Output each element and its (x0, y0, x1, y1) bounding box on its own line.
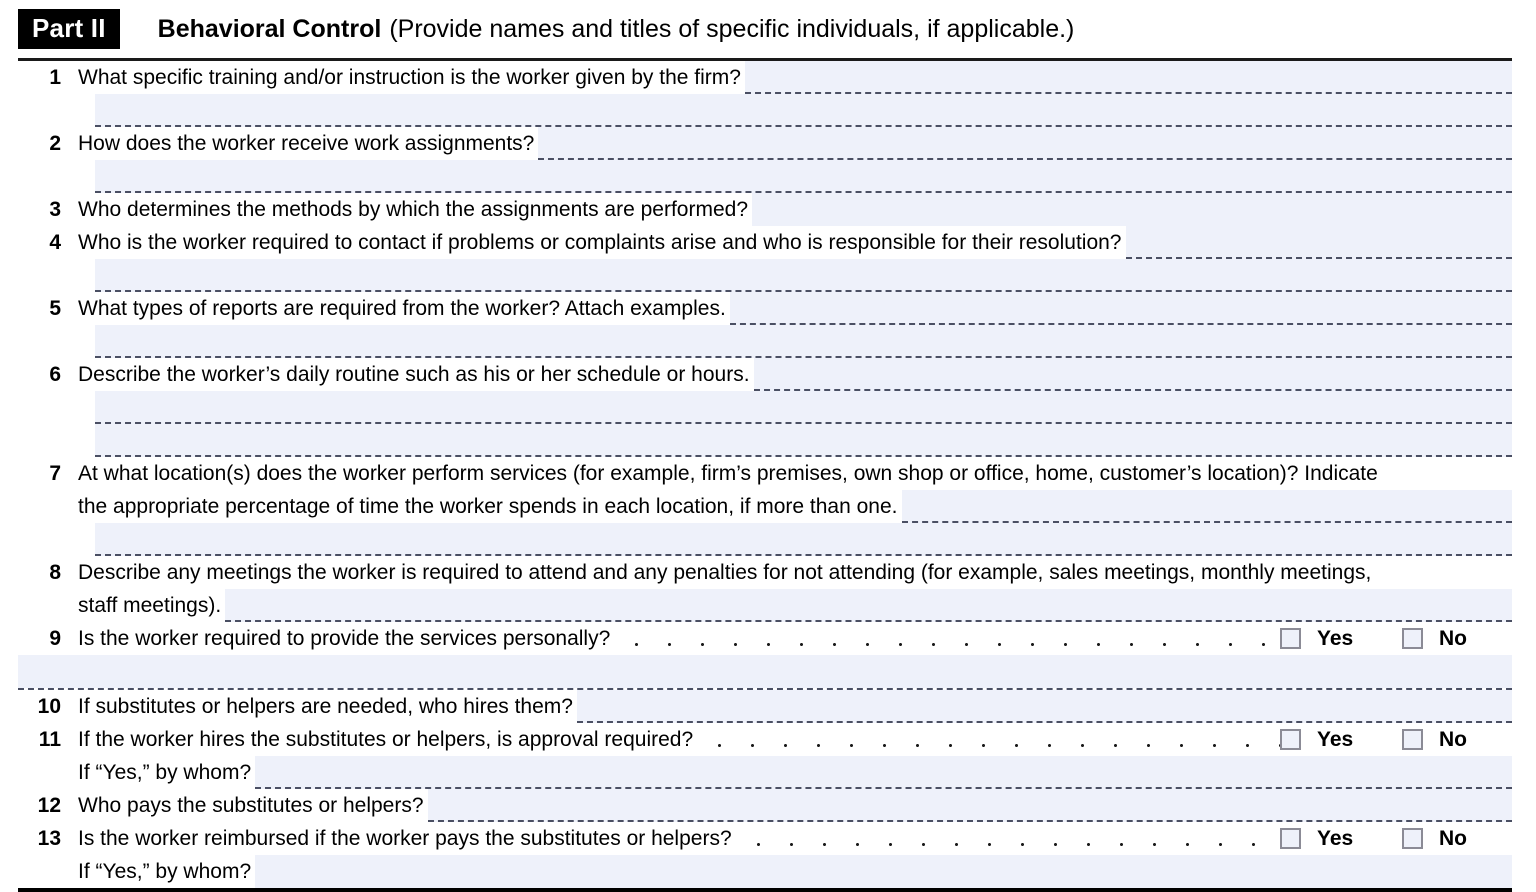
question-line (18, 556, 1512, 589)
answer-field[interactable] (428, 789, 1512, 822)
answer-field-continuation[interactable] (95, 325, 1512, 358)
part-header (0, 0, 1536, 58)
question-line (18, 358, 1512, 391)
answer-field[interactable] (902, 490, 1513, 523)
yes-label: Yes (1317, 728, 1354, 751)
question-text: Is the worker reimbursed if the worker pays the substitutes or helpers? (78, 822, 736, 855)
question-line (18, 193, 1512, 226)
question-number: 5 (49, 297, 61, 320)
answer-field-continuation[interactable] (95, 424, 1512, 457)
table-row (18, 358, 1512, 457)
no-choice[interactable] (1402, 822, 1512, 855)
question-subtext: If “Yes,” by whom? (78, 756, 255, 789)
question-number: 3 (49, 198, 61, 221)
yes-choice[interactable] (1280, 622, 1402, 655)
answer-field[interactable] (225, 589, 1512, 622)
answer-field-continuation[interactable] (95, 259, 1512, 292)
question-line (18, 490, 1512, 523)
yes-no-group (1280, 622, 1512, 655)
yes-no-group (1280, 822, 1512, 855)
table-row (18, 457, 1512, 556)
answer-field[interactable] (255, 855, 1512, 888)
question-line (18, 226, 1512, 259)
leader-dots (697, 723, 1280, 756)
question-number: 2 (49, 132, 61, 155)
answer-field[interactable] (730, 292, 1512, 325)
question-number: 10 (37, 695, 61, 718)
no-label: No (1439, 728, 1467, 751)
question-line (18, 690, 1512, 723)
no-choice[interactable] (1402, 622, 1512, 655)
no-checkbox[interactable] (1402, 628, 1423, 649)
question-text: Who is the worker required to contact if problems or complaints arise and who is responsible for their resolution? (78, 226, 1126, 259)
answer-field[interactable] (754, 358, 1512, 391)
table-row (18, 789, 1512, 822)
yes-checkbox[interactable] (1280, 828, 1301, 849)
question-number: 4 (49, 231, 61, 254)
answer-field[interactable] (752, 193, 1512, 226)
question-text: Who determines the methods by which the assignments are performed? (78, 193, 752, 226)
no-checkbox[interactable] (1402, 828, 1423, 849)
question-line (18, 127, 1512, 160)
yes-choice[interactable] (1280, 723, 1402, 756)
leader-dots (736, 822, 1280, 855)
part-heading (157, 14, 1075, 43)
part-number-badge: Part II (18, 9, 120, 49)
table-row (18, 226, 1512, 292)
page-title: Behavioral Control (157, 14, 382, 43)
question-text: Describe any meetings the worker is required to attend and any penalties for not attending (for example, sales meetings, monthly meetings, (78, 556, 1375, 589)
question-number: 9 (49, 627, 61, 650)
question-line (18, 789, 1512, 822)
question-number: 6 (49, 363, 61, 386)
answer-field-spacer[interactable] (18, 655, 1512, 688)
question-line (18, 723, 1512, 756)
question-text: Describe the worker’s daily routine such as his or her schedule or hours. (78, 358, 754, 391)
question-text: If the worker hires the substitutes or helpers, is approval required? (78, 723, 697, 756)
answer-field-continuation[interactable] (95, 160, 1512, 193)
no-choice[interactable] (1402, 723, 1512, 756)
question-text: If substitutes or helpers are needed, who hires them? (78, 690, 577, 723)
question-line (18, 822, 1512, 855)
yes-checkbox[interactable] (1280, 628, 1301, 649)
yes-label: Yes (1317, 827, 1354, 850)
table-row (18, 193, 1512, 226)
table-row (18, 556, 1512, 622)
question-line (18, 589, 1512, 622)
question-text: Is the worker required to provide the services personally? (78, 622, 614, 655)
question-text: What types of reports are required from the worker? Attach examples. (78, 292, 730, 325)
question-subline (18, 855, 1512, 888)
yes-no-group (1280, 723, 1512, 756)
answer-field-continuation[interactable] (95, 391, 1512, 424)
no-label: No (1439, 627, 1467, 650)
question-number: 8 (49, 561, 61, 584)
table-row (18, 822, 1512, 888)
question-subline (18, 756, 1512, 789)
answer-field-continuation[interactable] (95, 523, 1512, 556)
no-label: No (1439, 827, 1467, 850)
table-row (18, 723, 1512, 789)
yes-checkbox[interactable] (1280, 729, 1301, 750)
answer-field[interactable] (577, 690, 1512, 723)
question-line (18, 61, 1512, 94)
leader-dots (614, 622, 1280, 655)
no-checkbox[interactable] (1402, 729, 1423, 750)
question-line (18, 457, 1512, 490)
table-row (18, 127, 1512, 193)
answer-field[interactable] (538, 127, 1512, 160)
questions-table (18, 58, 1512, 892)
question-subtext: If “Yes,” by whom? (78, 855, 255, 888)
question-line (18, 622, 1512, 655)
question-text: Who pays the substitutes or helpers? (78, 789, 428, 822)
answer-field[interactable] (745, 61, 1512, 94)
question-line (18, 292, 1512, 325)
table-row (18, 622, 1512, 690)
table-row (18, 690, 1512, 723)
question-number: 1 (49, 66, 61, 89)
question-number: 11 (38, 728, 61, 751)
question-number: 13 (37, 827, 61, 850)
yes-choice[interactable] (1280, 822, 1402, 855)
question-number: 12 (37, 794, 61, 817)
page-subtitle: (Provide names and titles of specific individuals, if applicable.) (389, 14, 1075, 43)
answer-field-continuation[interactable] (95, 94, 1512, 127)
question-text: How does the worker receive work assignments? (78, 127, 538, 160)
question-number: 7 (49, 462, 61, 485)
yes-label: Yes (1317, 627, 1354, 650)
question-text-continued: the appropriate percentage of time the worker spends in each location, if more than one. (78, 490, 902, 523)
table-row (18, 292, 1512, 358)
question-text-continued: staff meetings). (78, 589, 225, 622)
question-text: At what location(s) does the worker perform services (for example, firm’s premises, own shop or office, home, customer’s location)? Indicate (78, 457, 1382, 490)
question-text: What specific training and/or instruction is the worker given by the firm? (78, 61, 745, 94)
answer-field[interactable] (1126, 226, 1513, 259)
answer-field[interactable] (255, 756, 1512, 789)
table-row (18, 61, 1512, 127)
